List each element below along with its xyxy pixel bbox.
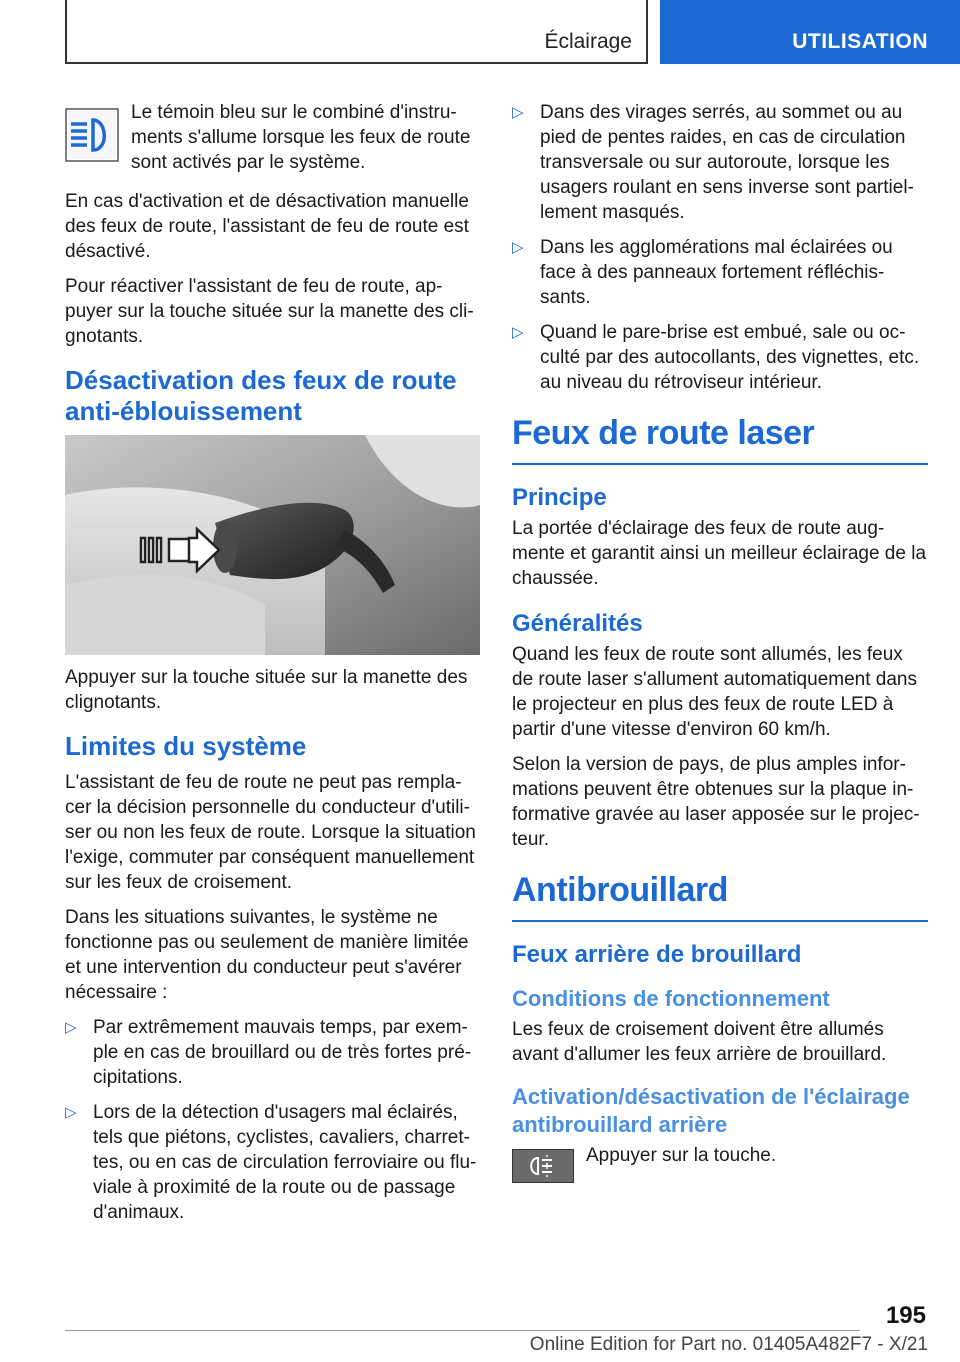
header-section-title: Éclairage <box>544 30 632 53</box>
heading-feux-arriere: Feux arrière de brouillard <box>512 941 802 968</box>
figure-caption: Appuyer sur la touche située sur la manette des clignotants. <box>65 667 468 713</box>
heading-antibrouillard: Antibrouillard <box>512 870 928 922</box>
paragraph: En cas d'activation et de désactivation manuelle des feux de route, l'assistant de feu de route est désactivé. <box>65 191 469 262</box>
indicator-row <box>65 100 480 175</box>
paragraph: Selon la version de pays, de plus amples infor-mations peuvent être obtenues sur la plaque in-formative gravée au laser apposée sur le projec-teur. <box>512 754 920 850</box>
paragraph: Dans les situations suivantes, le système ne fonctionne pas ou seulement de manière limitée et une intervention du conducteur peut s'avérer nécessaire : <box>65 907 469 1003</box>
bullet-triangle-icon: ▷ <box>512 104 524 121</box>
high-beam-indicator-icon <box>65 108 119 162</box>
list-item <box>512 100 928 225</box>
rear-fog-light-button-icon <box>512 1149 574 1183</box>
heading-conditions: Conditions de fonctionnement <box>512 986 830 1011</box>
list-item-text: Lors de la détection d'usagers mal éclairés, tels que piétons, cyclistes, cavaliers, charret-tes, ou en cas de circulation ferroviaire ou flu-viale à proximité de la route ou de passage d'animaux. <box>93 1102 477 1223</box>
list-item <box>512 320 928 395</box>
turn-signal-lever-illustration <box>65 435 480 655</box>
heading-generalites: Généralités <box>512 610 643 637</box>
header-chapter-title: UTILISATION <box>792 30 928 53</box>
heading-laser: Feux de route laser <box>512 413 928 465</box>
list-item-text: Quand le pare-brise est embué, sale ou oc-culté par des autocollants, des vignettes, etc. au niveau du rétroviseur intérieur. <box>540 322 920 393</box>
paragraph: Les feux de croisement doivent être allumés avant d'allumer les feux arrière de brouillard. <box>512 1019 887 1065</box>
bullet-triangle-icon: ▷ <box>65 1104 77 1121</box>
list-item-text: Dans des virages serrés, au sommet ou au pied de pentes raides, en cas de circulation transversale ou sur autoroute, lorsque les usagers roulant en sens inverse sont partiel-lement masqués. <box>540 102 914 223</box>
paragraph: La portée d'éclairage des feux de route aug-mente et garantit ainsi un meilleur éclairage de la chaussée. <box>512 518 927 589</box>
indicator-description: Le témoin bleu sur le combiné d'instru-ments s'allume lorsque les feux de route sont activés par le système. <box>131 102 471 173</box>
page-number: 195 <box>885 1302 926 1329</box>
list-item <box>512 235 928 310</box>
heading-principe: Principe <box>512 484 607 511</box>
heading-activation: Activation/désactivation de l'éclairage antibrouillard arrière <box>512 1084 910 1137</box>
footer-divider <box>65 1330 860 1331</box>
bullet-triangle-icon: ▷ <box>512 324 524 341</box>
heading-limits: Limites du système <box>65 731 307 761</box>
list-item-text: Dans les agglomérations mal éclairées ou face à des panneaux fortement réfléchis-sants. <box>540 237 893 308</box>
left-column <box>65 100 480 1235</box>
activation-instruction: Appuyer sur la touche. <box>586 1145 777 1166</box>
bullet-triangle-icon: ▷ <box>65 1019 77 1036</box>
list-item <box>65 1100 480 1225</box>
fog-button-row <box>512 1143 928 1183</box>
footer-edition: Online Edition for Part no. 01405A482F7 - X/21 <box>529 1334 928 1355</box>
list-item <box>65 1015 480 1090</box>
right-column <box>512 100 928 1183</box>
list-item-text: Par extrêmement mauvais temps, par exem-ple en cas de brouillard ou de très fortes pré-cipitations. <box>93 1017 472 1088</box>
paragraph: Quand les feux de route sont allumés, les feux de route laser s'allument automatiquement dans le projecteur en plus des feux de route LED à partir d'une vitesse d'environ 60 km/h. <box>512 644 917 740</box>
header-chapter-tab <box>660 0 960 64</box>
bullet-triangle-icon: ▷ <box>512 239 524 256</box>
header-section-box <box>65 0 648 64</box>
heading-deactivation: Désactivation des feux de route anti-éblouissement <box>65 365 457 426</box>
paragraph: L'assistant de feu de route ne peut pas rempla-cer la décision personnelle du conducteur d'utili-ser ou non les feux de route. Lorsque la situation l'exige, commuter par conséquent manuellement sur les feux de croisement. <box>65 772 476 893</box>
paragraph: Pour réactiver l'assistant de feu de route, ap-puyer sur la touche située sur la manette des cli-gnotants. <box>65 276 474 347</box>
